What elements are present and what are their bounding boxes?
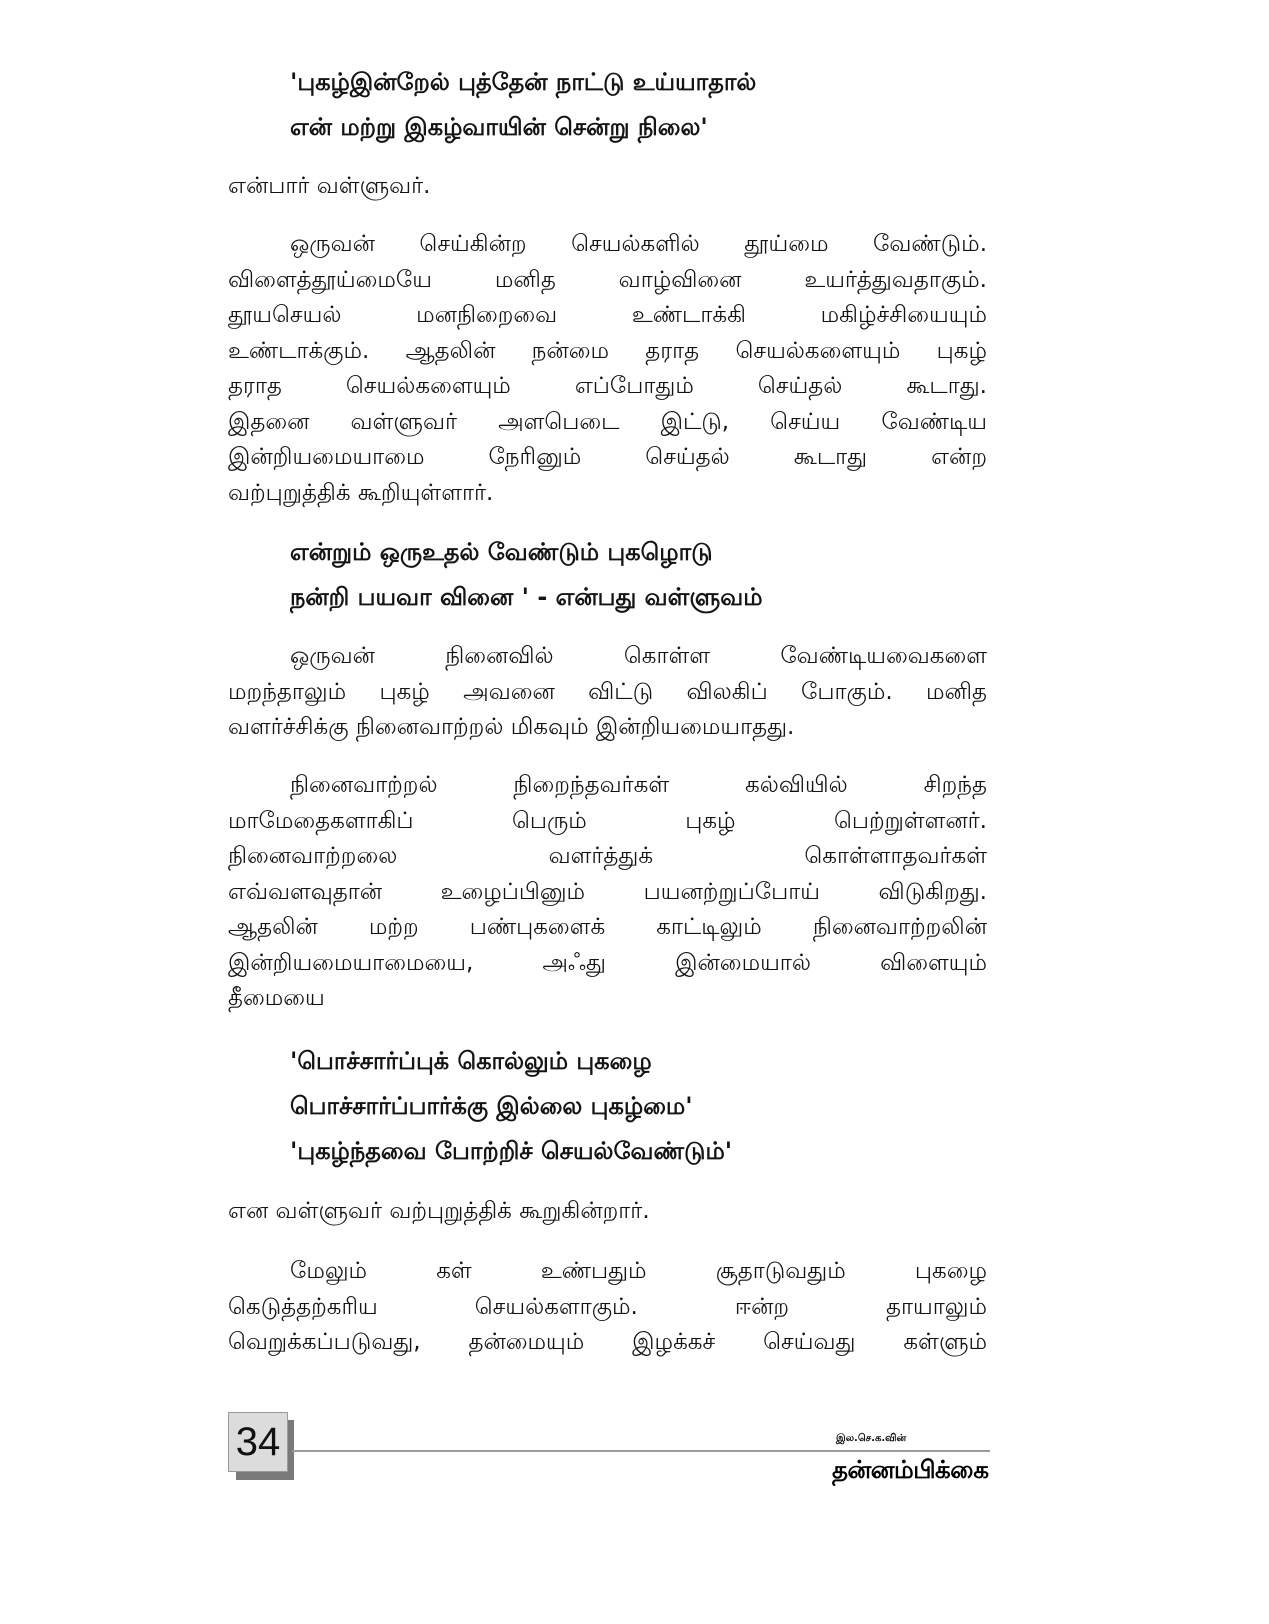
paragraph-line: வற்புறுத்திக் கூறியுள்ளார். bbox=[228, 479, 494, 506]
quote-line: 'புகழ்இன்றேல் புத்தேன் நாட்டு உய்யாதால் bbox=[290, 68, 757, 96]
paragraph-line: தூயசெயல் மனநிறைவை உண்டாக்கி மகிழ்ச்சியையும் bbox=[228, 302, 987, 328]
text-line: என வள்ளுவர் வற்புறுத்திக் கூறுகின்றார். bbox=[228, 1198, 650, 1224]
paragraph-4 bbox=[228, 1254, 987, 1361]
page-number: 34 bbox=[228, 1412, 288, 1472]
paragraph-line: வளர்ச்சிக்கு நினைவாற்றல் மிகவும் இன்றியமையாதது. bbox=[228, 714, 795, 740]
paragraph-line: இதனை வள்ளுவர் அளபெடை இட்டு, செய்ய வேண்டிய bbox=[228, 408, 987, 435]
quote-line: 'பொச்சார்ப்புக் கொல்லும் புகழை bbox=[290, 1047, 652, 1075]
kural-quote-3 bbox=[290, 1039, 987, 1174]
text-line: என்பார் வள்ளுவர். bbox=[228, 173, 431, 199]
quote-line: 'புகழ்ந்தவை போற்றிச் செயல்வேண்டும்' bbox=[290, 1137, 733, 1165]
paragraph-line: உண்டாக்கும். ஆதலின் நன்மை தராத செயல்களையும் புகழ் bbox=[228, 337, 987, 364]
paragraph-line: ஆதலின் மற்ற பண்புகளைக் காட்டிலும் நினைவாற்றலின் bbox=[228, 914, 987, 940]
kural-quote-2 bbox=[290, 530, 987, 620]
paragraph-line: ஒருவன் செய்கின்ற செயல்களில் தூய்மை வேண்டும். bbox=[290, 231, 987, 257]
magazine-logo: தன்னம்பிக்கை bbox=[832, 1455, 989, 1484]
paragraph-line: தீமையை bbox=[228, 985, 325, 1011]
footer-divider bbox=[292, 1450, 990, 1452]
magazine-prefix: இல.செ.க.வின் bbox=[836, 1433, 907, 1444]
attribution-text-2 bbox=[228, 1194, 987, 1230]
paragraph-line: இன்றியமையாமையை, அஃது இன்மையால் விளையும் bbox=[228, 949, 987, 976]
paragraph-line: நினைவாற்றல் நிறைந்தவர்கள் கல்வியில் சிறந்த bbox=[290, 772, 987, 798]
quote-line: நன்றி பயவா வினை ' - என்பது வள்ளுவம் bbox=[290, 583, 763, 611]
paragraph-line: இன்றியமையாமை நேரினும் செய்தல் கூடாது என்ற bbox=[228, 444, 987, 470]
paragraph-line: நினைவாற்றலை வளர்த்துக் கொள்ளாதவர்கள் bbox=[228, 843, 987, 869]
paragraph-line: மறந்தாலும் புகழ் அவனை விட்டு விலகிப் போகும். மனித bbox=[228, 678, 987, 705]
paragraph-line: எவ்வளவுதான் உழைப்பினும் பயனற்றுப்போய் விடுகிறது. bbox=[228, 878, 987, 905]
quote-line: என்றும் ஒருஉதல் வேண்டும் புகழொடு bbox=[290, 538, 713, 566]
paragraph-line: தராத செயல்களையும் எப்போதும் செய்தல் கூடாது. bbox=[228, 373, 987, 399]
paragraph-line: விளைத்தூய்மையே மனித வாழ்வினை உயர்த்துவதாகும். bbox=[228, 266, 987, 293]
paragraph-2 bbox=[228, 639, 987, 746]
paragraph-line: மேலும் கள் உண்பதும் சூதாடுவதும் புகழை bbox=[290, 1258, 987, 1284]
paragraph-line: கெடுத்தற்கரிய செயல்களாகும். ஈன்ற தாயாலும் bbox=[228, 1293, 987, 1320]
paragraph-3 bbox=[228, 768, 987, 1017]
paragraph-1 bbox=[228, 227, 987, 511]
quote-line: பொச்சார்ப்பார்க்கு இல்லை புகழ்மை' bbox=[290, 1092, 693, 1120]
paragraph-line: வெறுக்கப்படுவது, தன்மையும் இழக்கச் செய்வது கள்ளும் bbox=[228, 1329, 987, 1355]
kural-quote-1 bbox=[290, 60, 987, 150]
quote-line: என் மற்று இகழ்வாயின் சென்று நிலை' bbox=[290, 113, 708, 141]
paragraph-line: மாமேதைகளாகிப் பெரும் புகழ் பெற்றுள்ளனர். bbox=[228, 807, 987, 834]
paragraph-line: ஒருவன் நினைவில் கொள்ள வேண்டியவைகளை bbox=[290, 643, 987, 669]
attribution-text-1 bbox=[228, 169, 987, 205]
